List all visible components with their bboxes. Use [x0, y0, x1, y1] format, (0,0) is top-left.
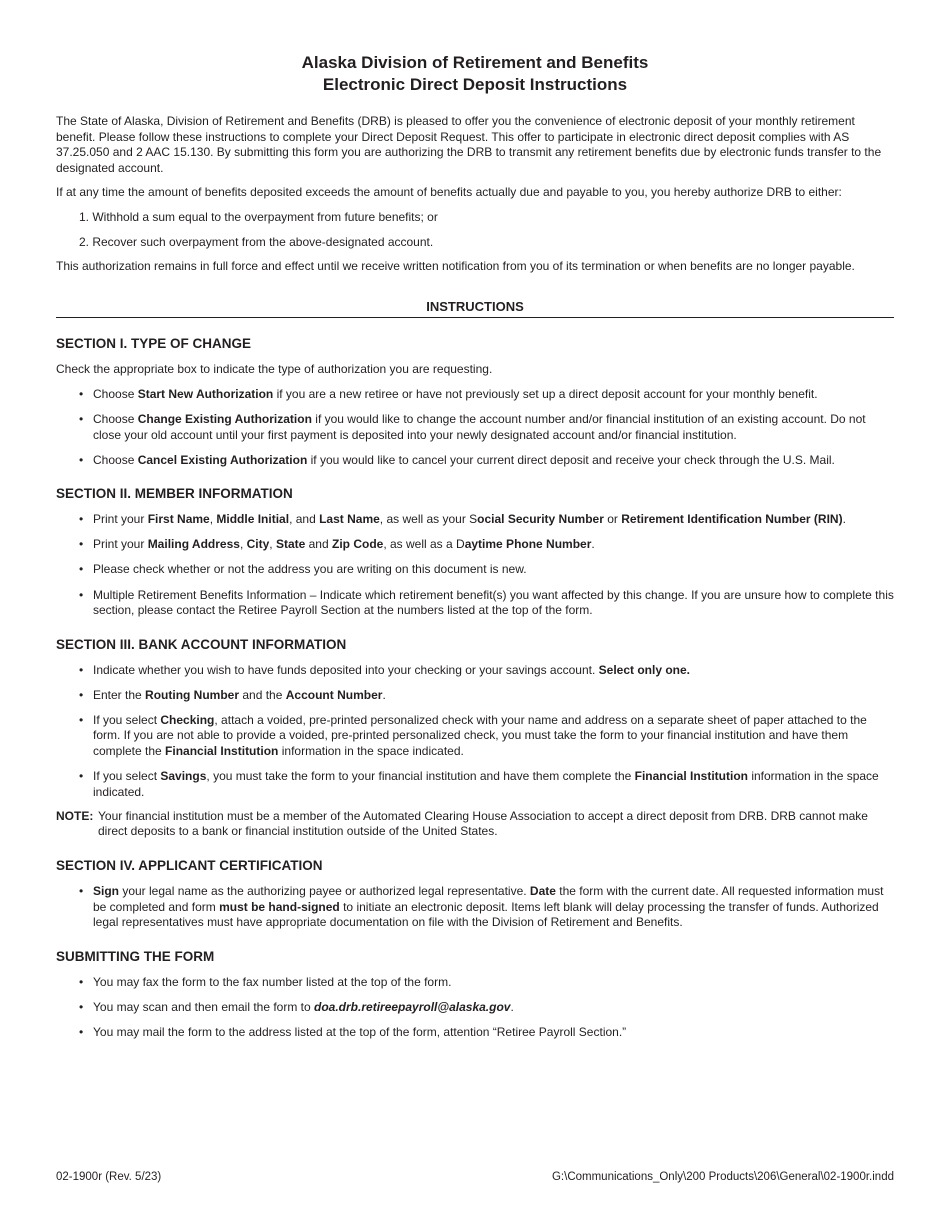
section-1-lead: Check the appropriate box to indicate the type of authorization you are requesting.	[56, 361, 493, 376]
title-line-1: Alaska Division of Retirement and Benefits	[301, 53, 649, 72]
section-2-bullet-2: • Print your Mailing Address, City, State and Zip Code, as well as a Daytime Phone Number.	[93, 537, 894, 553]
file-path: G:\Communications_Only\200 Products\206\General\02-1900r.indd	[551, 1171, 894, 1183]
section-1-bullet-2: • Choose Change Existing Authorization if you would like to change the account number and/or financial institution of an existing account. Do not close your old account until your first payment is deposited into your newly designated account and/or financial institution.	[93, 412, 894, 443]
overpayment-option-2: 2. Recover such overpayment from the above-designated account.	[79, 234, 434, 249]
submitting-bullet-email: • You may scan and then email the form to doa.drb.retireepayroll@alaska.gov.	[93, 1000, 894, 1016]
intro-paragraph-1: The State of Alaska, Division of Retirement and Benefits (DRB) is pleased to offer you the convenience of electronic deposit of your monthly retirement benefit. Please follow these instructions to complete your Direct Deposit Request. This offer to participate in electronic direct deposit complies with AS 37.25.050 and 2 AAC 15.130. By submitting this form you are authorizing the DRB to transmit any retirement benefits due by electronic funds transfer to the designated account.	[56, 114, 882, 175]
section-3-bullet-3: • If you select Checking, attach a voided, pre-printed personalized check with your name and address on a separate sheet of paper attached to the form. If you are not able to provide a voided, pre-printed personalized check, you must take the form to your financial institution and have them complete the Financial Institution information in the space indicated.	[93, 713, 894, 760]
submitting-bullet-mail: • You may mail the form to the address listed at the top of the form, attention “Retiree Payroll Section.”	[93, 1025, 894, 1041]
section-1-title: SECTION I. TYPE OF CHANGE	[56, 335, 252, 351]
document-page	[56, 52, 894, 1050]
section-2-title: SECTION II. MEMBER INFORMATION	[56, 486, 293, 502]
section-4-list	[56, 884, 894, 931]
section-3-title: SECTION III. BANK ACCOUNT INFORMATION	[56, 636, 347, 652]
bank-note	[56, 809, 894, 840]
note-text: Your financial institution must be a member of the Automated Clearing House Association to accept a direct deposit from DRB. DRB cannot make direct deposits to a bank or financial institution outside of the United States.	[98, 808, 868, 839]
email-link[interactable]: doa.drb.retireepayroll@alaska.gov	[314, 999, 511, 1014]
section-2-bullet-1: • Print your First Name, Middle Initial, and Last Name, as well as your Social Security Number or Retirement Identification Number (RIN).	[93, 512, 894, 528]
title-line-2: Electronic Direct Deposit Instructions	[322, 75, 628, 94]
section-2-bullet-4: • Multiple Retirement Benefits Information – Indicate which retirement benefit(s) you want affected by this change. If you are unsure how to complete this section, please contact the Retiree Payroll Section at the numbers listed at the top of the form.	[93, 588, 894, 619]
section-3-bullet-2: • Enter the Routing Number and the Account Number.	[93, 688, 894, 704]
section-3-list	[56, 663, 894, 801]
section-4-title: SECTION IV. APPLICANT CERTIFICATION	[56, 858, 323, 874]
submitting-list	[56, 975, 894, 1041]
intro-paragraph-2: If at any time the amount of benefits deposited exceeds the amount of benefits actually due and payable to you, you hereby authorize DRB to either:	[56, 185, 842, 200]
section-3-bullet-4: • If you select Savings, you must take the form to your financial institution and have them complete the Financial Institution information in the space indicated.	[93, 769, 894, 800]
section-2-bullet-3: • Please check whether or not the address you are writing on this document is new.	[93, 562, 894, 578]
instructions-heading: INSTRUCTIONS	[56, 299, 894, 318]
intro-paragraph-3: This authorization remains in full force and effect until we receive written notification from you of its termination or when benefits are no longer payable.	[56, 259, 855, 274]
form-number: 02-1900r (Rev. 5/23)	[56, 1171, 162, 1183]
section-4-bullet-1: • Sign your legal name as the authorizing payee or authorized legal representative. Date the form with the current date. All requested information must be completed and form must be hand-signed to initiate an electronic deposit. Items left blank will delay processing the transfer of funds. Authorized legal representatives must have appropriate documentation on file with the Division of Retirement and Benefits.	[93, 884, 894, 931]
section-1-list	[56, 387, 894, 468]
document-title	[56, 52, 894, 96]
overpayment-options	[56, 210, 894, 250]
section-3-bullet-1: • Indicate whether you wish to have funds deposited into your checking or your savings account. Select only one.	[93, 663, 894, 679]
note-label: NOTE:	[56, 808, 94, 823]
submitting-title: SUBMITTING THE FORM	[56, 948, 215, 964]
section-2-list	[56, 512, 894, 618]
submitting-bullet-fax: • You may fax the form to the fax number listed at the top of the form.	[93, 975, 894, 991]
section-1-bullet-3: • Choose Cancel Existing Authorization if you would like to cancel your current direct deposit and receive your check through the U.S. Mail.	[93, 453, 894, 469]
overpayment-option-1: 1. Withhold a sum equal to the overpayment from future benefits; or	[79, 209, 438, 224]
section-1-bullet-1: • Choose Start New Authorization if you are a new retiree or have not previously set up a direct deposit account for your monthly benefit.	[93, 387, 894, 403]
